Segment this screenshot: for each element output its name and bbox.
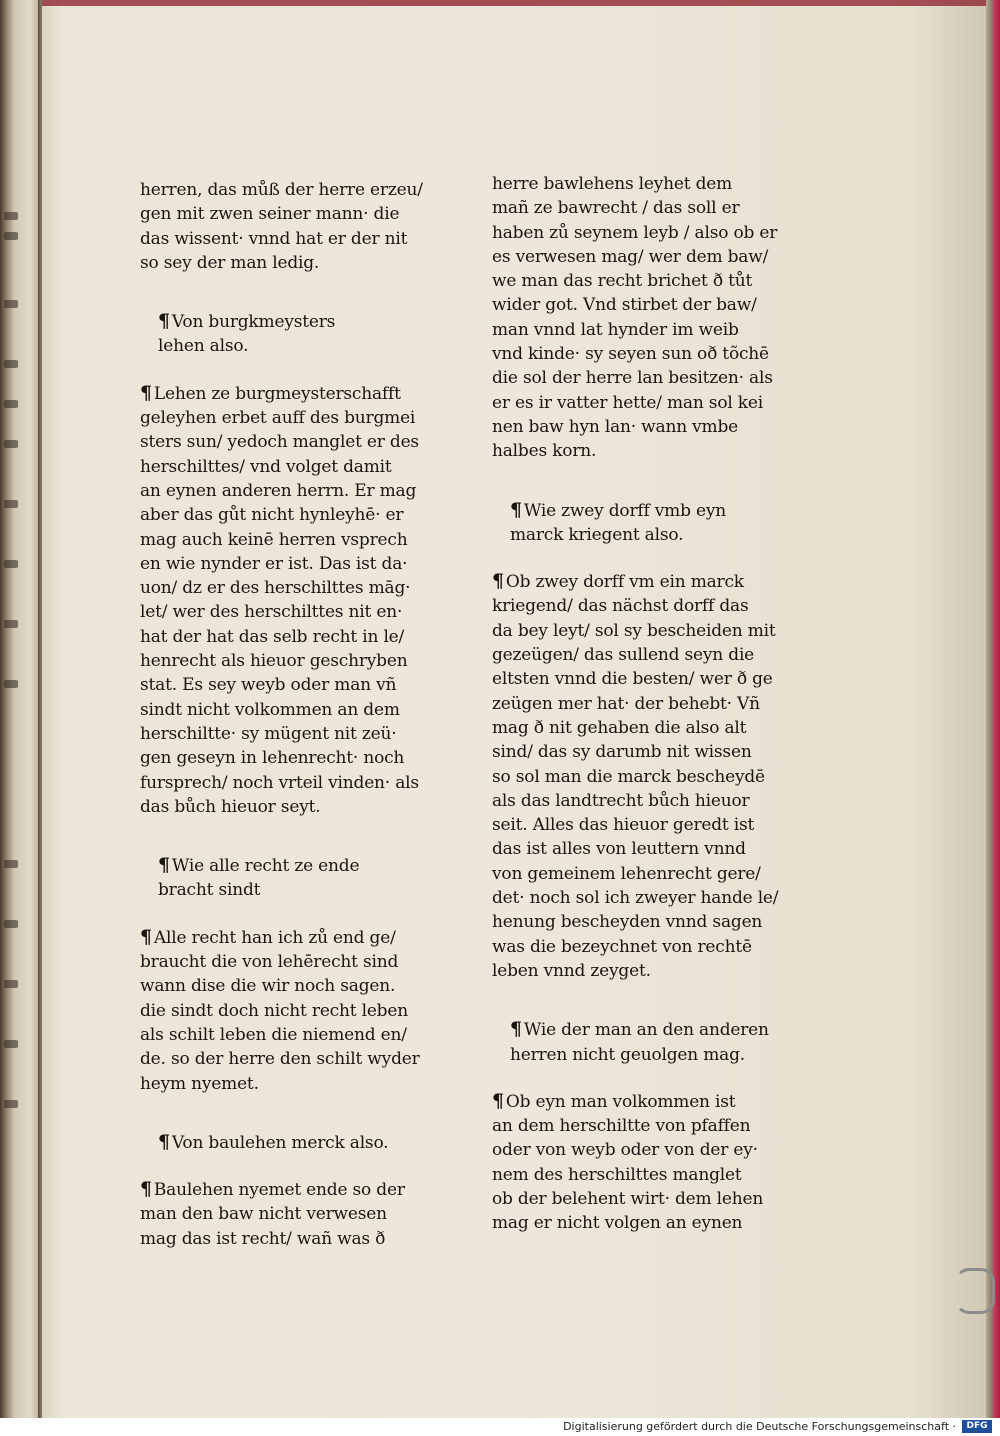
text-line: es verwesen mag/ wer dem baw/ (492, 246, 769, 267)
right-text-column (492, 172, 782, 1236)
pilcrow-mark: ¶ (492, 1089, 504, 1112)
text-line: von gemeinem lehenrecht gere/ (492, 863, 761, 884)
pilcrow-mark: ¶ (510, 1018, 522, 1041)
text-line: en wie nynder er ist. Das ist da· (140, 553, 408, 574)
pilcrow-mark: ¶ (140, 925, 152, 948)
fragment-text-mark (4, 680, 18, 688)
fragment-text-mark (4, 300, 18, 308)
text-line: man den baw nicht verwesen (140, 1204, 387, 1225)
text-line: kriegend/ das nächst dorff das (492, 596, 749, 617)
text-line: gen geseyn in lehenrecht· noch (140, 748, 405, 769)
text-line: als das landtrecht bůch hieuor (492, 790, 750, 811)
text-line: sters sun/ yedoch manglet er des (140, 432, 419, 453)
text-line: was die bezeychnet von rechtē (492, 936, 752, 957)
fragment-text-mark (4, 980, 18, 988)
left-section-heading (140, 309, 430, 359)
text-line: mañ ze bawrecht / das soll er (492, 198, 740, 219)
heading-line: ¶ Wie der man an den anderen (510, 1018, 769, 1041)
text-line: mag das ist recht/ wañ was ð (140, 1228, 386, 1249)
previous-page-fragment (0, 0, 40, 1420)
text-line: stat. Es sey weyb oder man vñ (140, 675, 397, 696)
text-line: let/ wer des herschilttes nit en· (140, 602, 403, 623)
right-section-body (492, 569, 782, 983)
text-line: herschilttes/ vnd volget damit (140, 456, 392, 477)
text-line: das wissent· vnnd hat er der nit (140, 228, 408, 249)
fragment-text-mark (4, 232, 18, 240)
fragment-text-mark (4, 920, 18, 928)
text-line: sindt nicht volkommen an dem (140, 699, 400, 720)
heading-line: ¶ Von burgkmeysters (158, 310, 336, 333)
heading-line: marck kriegent also. (510, 524, 684, 545)
left-section-heading (140, 1130, 430, 1155)
text-line: das ist alles von leuttern vnnd (492, 839, 746, 860)
text-line: gen mit zwen seiner mann· die (140, 204, 400, 225)
right-section-body (492, 1089, 782, 1236)
text-line: da bey leyt/ sol sy bescheiden mit (492, 620, 776, 641)
fragment-text-mark (4, 560, 18, 568)
left-section-heading (140, 853, 430, 903)
text-line: mag auch keinē herren vsprech (140, 529, 408, 550)
text-line: die sol der herre lan besitzen· als (492, 368, 773, 389)
text-line: gezeügen/ das sullend seyn die (492, 645, 755, 666)
left-section-body (140, 1177, 430, 1251)
heading-line: ¶ Von baulehen merck also. (158, 1130, 389, 1153)
page-top-edge (42, 0, 988, 6)
fragment-text-mark (4, 400, 18, 408)
fragment-text-mark (4, 440, 18, 448)
page-right-edge (986, 0, 1000, 1420)
text-line: henrecht als hieuor geschryben (140, 651, 408, 672)
heading-line: bracht sindt (158, 880, 261, 901)
heading-line: lehen also. (158, 336, 249, 357)
text-line: geleyhen erbet auff des burgmei (140, 408, 416, 429)
fragment-text-mark (4, 360, 18, 368)
text-line: ob der belehent wirt· dem lehen (492, 1188, 764, 1209)
text-line: eltsten vnnd die besten/ wer ð ge (492, 669, 773, 690)
right-section-heading (492, 498, 782, 548)
text-line: wann dise die wir noch sagen. (140, 976, 396, 997)
text-line: aber das gůt nicht hynleyhē· er (140, 505, 404, 526)
text-line: nem des herschilttes manglet (492, 1164, 742, 1185)
pilcrow-mark: ¶ (492, 570, 504, 593)
text-line: wider got. Vnd stirbet der baw/ (492, 295, 757, 316)
text-line: mag ð nit gehaben die also alt (492, 717, 747, 738)
text-line: haben zů seynem leyb / also ob er (492, 222, 778, 243)
text-line: braucht die von lehērecht sind (140, 952, 399, 973)
text-line: leben vnnd zeyget. (492, 960, 651, 981)
left-section-body (140, 381, 430, 819)
text-line: henung bescheyden vnnd sagen (492, 912, 763, 933)
heading-line: ¶ Wie zwey dorff vmb eyn (510, 498, 726, 521)
left-section-body (140, 925, 430, 1096)
text-line: de. so der herre den schilt wyder (140, 1049, 420, 1070)
text-line: er es ir vatter hette/ man sol kei (492, 392, 764, 413)
text-line: nen baw hyn lan· wann vmbe (492, 416, 739, 437)
text-line: vnd kinde· sy seyen sun oð tõchē (492, 344, 769, 365)
pilcrow-mark: ¶ (510, 498, 522, 521)
text-line: ¶ Lehen ze burgmeysterschafft (140, 381, 401, 404)
text-line: we man das recht brichet ð tůt (492, 271, 753, 292)
text-line: zeügen mer hat· der behebt· Vñ (492, 693, 760, 714)
text-line: an eynen anderen herrn. Er mag (140, 480, 417, 501)
text-line: fursprech/ noch vrteil vinden· als (140, 772, 419, 793)
fragment-text-mark (4, 212, 18, 220)
left-text-column (140, 178, 430, 1251)
text-line: det· noch sol ich zweyer hande le/ (492, 888, 779, 909)
text-line: ¶ Baulehen nyemet ende so der (140, 1178, 405, 1201)
dfg-logo-icon: DFG (962, 1420, 992, 1433)
footer-bar (0, 1418, 1000, 1436)
right-opening-paragraph (492, 172, 782, 464)
fragment-text-mark (4, 500, 18, 508)
fragment-text-mark (4, 860, 18, 868)
pilcrow-mark: ¶ (158, 310, 170, 333)
left-opening-paragraph (140, 178, 430, 275)
paper-clip-icon (955, 1268, 995, 1314)
text-line: so sey der man ledig. (140, 252, 320, 273)
text-line: herre bawlehens leyhet dem (492, 174, 733, 194)
text-line: hat der hat das selb recht in le/ (140, 626, 405, 647)
heading-line: ¶ Wie alle recht ze ende (158, 854, 360, 877)
heading-line: herren nicht geuolgen mag. (510, 1044, 745, 1065)
text-line: herschiltte· sy mügent nit zeü· (140, 723, 397, 744)
pilcrow-mark: ¶ (140, 1178, 152, 1201)
fragment-text-mark (4, 1040, 18, 1048)
text-line: als schilt leben die niemend en/ (140, 1024, 407, 1045)
text-line: seit. Alles das hieuor geredt ist (492, 815, 755, 836)
text-line: oder von weyb oder von der ey· (492, 1140, 758, 1161)
text-line: das bůch hieuor seyt. (140, 796, 321, 817)
right-section-heading (492, 1017, 782, 1067)
fragment-text-mark (4, 620, 18, 628)
pilcrow-mark: ¶ (140, 381, 152, 404)
text-line: heym nyemet. (140, 1073, 259, 1094)
text-line: an dem herschiltte von pfaffen (492, 1116, 751, 1137)
text-line: so sol man die marck bescheydē (492, 766, 765, 787)
text-line: ¶ Ob eyn man volkommen ist (492, 1089, 736, 1112)
text-line: man vnnd lat hynder im weib (492, 319, 739, 340)
text-line: ¶ Alle recht han ich zů end ge/ (140, 925, 396, 948)
pilcrow-mark: ¶ (158, 854, 170, 877)
text-line: sind/ das sy darumb nit wissen (492, 742, 752, 763)
text-line: ¶ Ob zwey dorff vm ein marck (492, 570, 744, 593)
pilcrow-mark: ¶ (158, 1130, 170, 1153)
text-line: mag er nicht volgen an eynen (492, 1213, 743, 1234)
text-line: die sindt doch nicht recht leben (140, 1000, 408, 1021)
text-line: halbes korn. (492, 441, 597, 462)
text-line: herren, das můß der herre erzeu/ (140, 180, 423, 200)
fragment-text-mark (4, 1100, 18, 1108)
funding-credit: Digitalisierung gefördert durch die Deutsche Forschungsgemeinschaft · (563, 1420, 956, 1433)
text-line: uon/ dz er des herschilttes māg· (140, 578, 411, 599)
